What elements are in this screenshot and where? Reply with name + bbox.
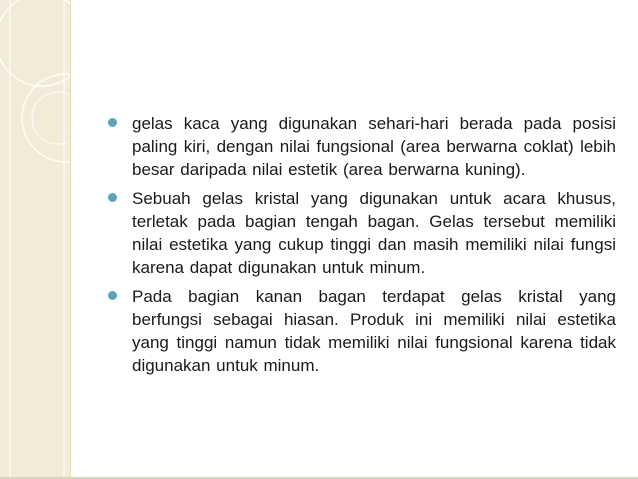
- bullet-dot-icon: [108, 193, 117, 202]
- bullet-list: [104, 112, 616, 377]
- bullet-dot-icon: [108, 118, 117, 127]
- bullet-dot-icon: [108, 291, 117, 300]
- bullet-item-1: [104, 112, 616, 181]
- bullet-text: Sebuah gelas kristal yang digunakan untuk acara khusus, terletak pada bagian tengah bagan. Gelas tersebut memiliki nilai estetika yang cukup tinggi dan masih memiliki nilai fungsi karena dapat digunakan untuk minum.: [132, 189, 616, 277]
- bullet-item-2: [104, 187, 616, 279]
- decorative-sidebar: [0, 0, 71, 479]
- decorative-circles-icon: [0, 0, 70, 479]
- bullet-text: gelas kaca yang digunakan sehari-hari berada pada posisi paling kiri, dengan nilai fungsional (area berwarna coklat) lebih besar daripada nilai estetik (area berwarna kuning).: [132, 114, 616, 179]
- bullet-item-3: [104, 285, 616, 377]
- bullet-text: Pada bagian kanan bagan terdapat gelas kristal yang berfungsi sebagai hiasan. Produk ini memiliki nilai estetika yang tinggi namun tidak memiliki nilai fungsional karena tidak digunakan untuk minum.: [132, 287, 616, 375]
